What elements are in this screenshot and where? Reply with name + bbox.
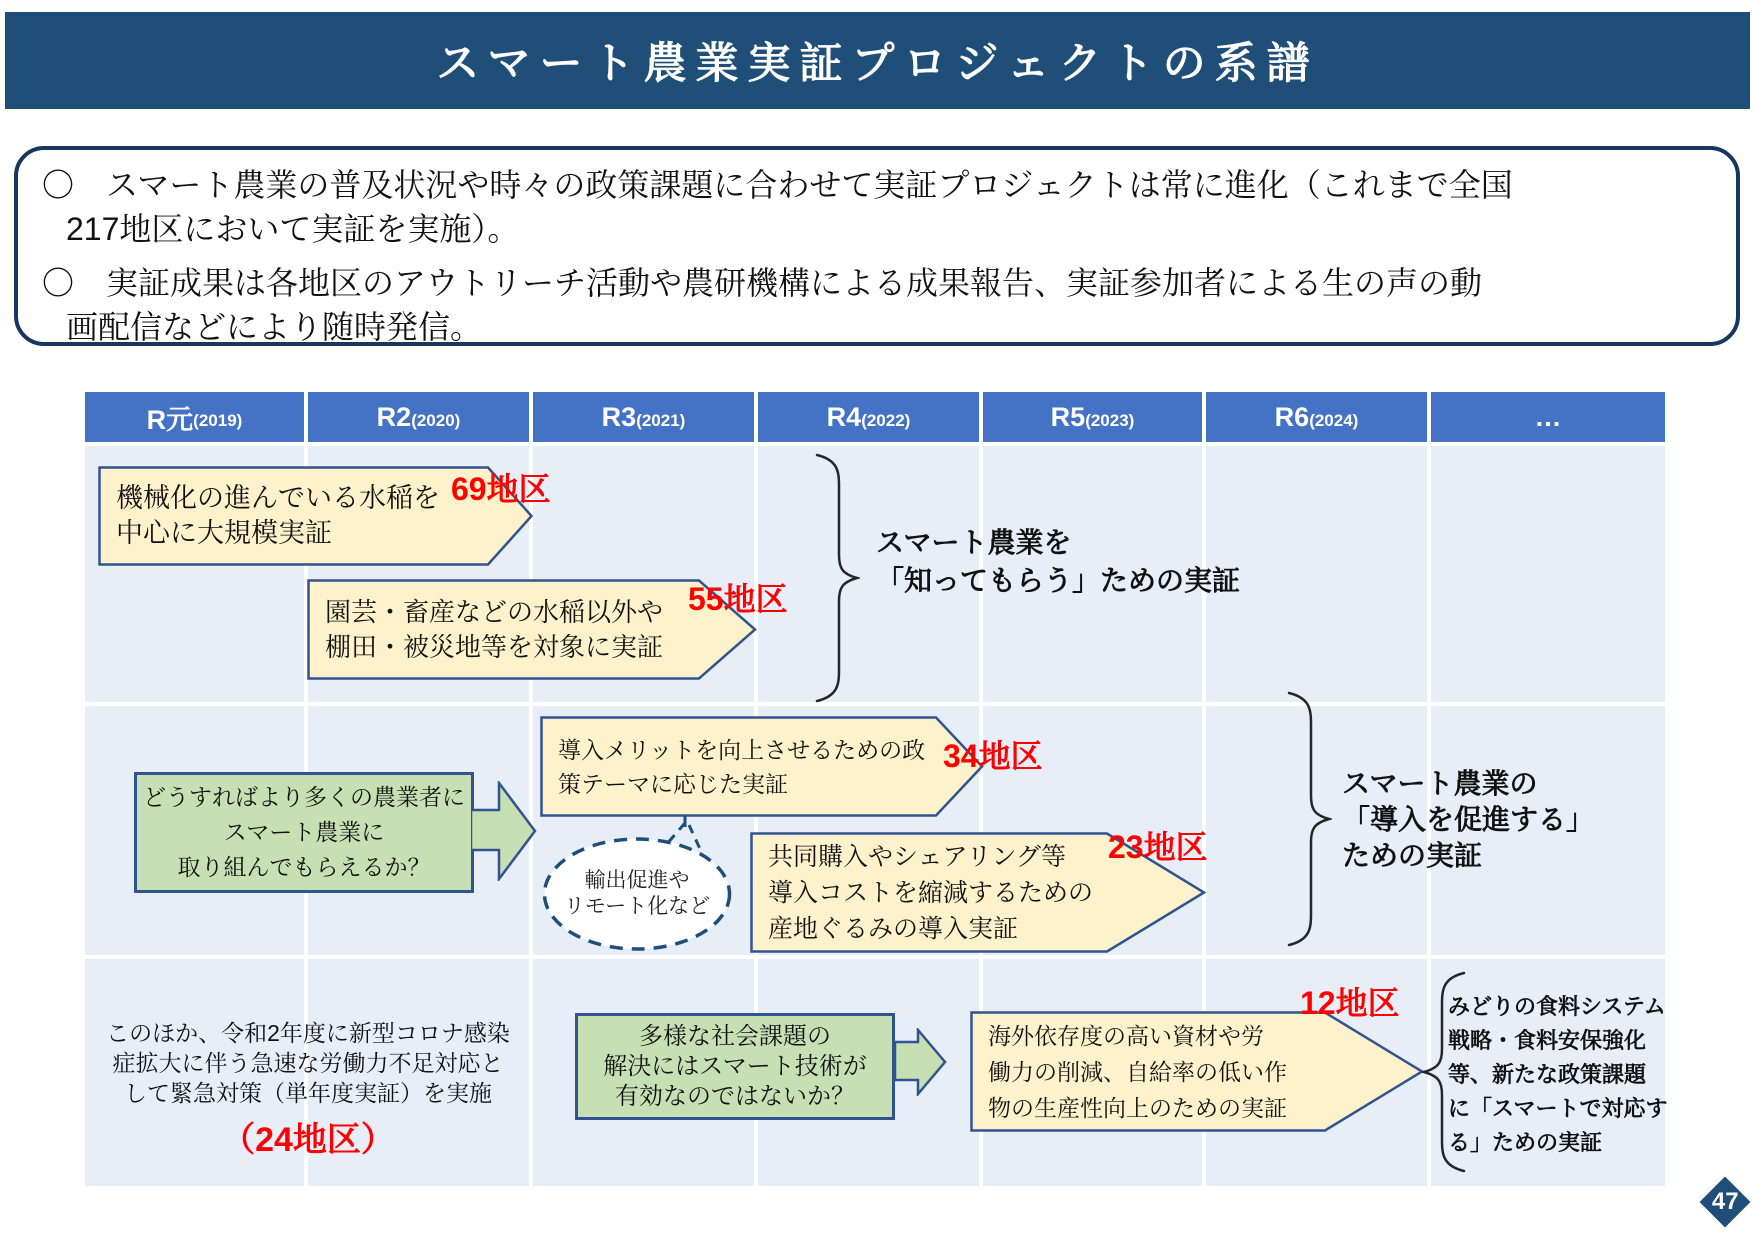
callout-text: 策テーマに応じた実証 [558, 770, 788, 797]
question-box-more-farmers: どうすればより多くの農業者に スマート農業に 取り組んでもらえるか？ [134, 772, 474, 893]
district-count-badge-12: 12地区 [1300, 985, 1400, 1021]
thought-bubble-export-remote: 輸出促進や リモート化など [541, 836, 733, 952]
summary-bullet-1-line-2: 217地区において実証を実施）。 [66, 211, 520, 247]
callout-text: 機械化の進んでいる水稲を [116, 483, 440, 513]
callout-text: 中心に大規模実証 [116, 518, 332, 548]
callout-text: 共同購入やシェアリング等 [768, 842, 1067, 871]
block-arrow-right [471, 781, 537, 886]
phase-label-know-about: スマート農業を 「知ってもらう」ための実証 [876, 527, 1241, 596]
summary-bullet-1-line-1: 〇 スマート農業の普及状況や時々の政策課題に合わせて実証プロジェクトは常に進化（これまで全国 [42, 167, 1513, 203]
callout-text: 導入メリットを向上させるための政 [558, 736, 926, 763]
district-count-badge-34: 34地区 [943, 738, 1043, 774]
callout-text: 産地ぐるみの導入実証 [768, 914, 1019, 943]
year-header-r1: R元 (2019) [85, 392, 304, 442]
callout-text: 働力の削減、自給率の低い作 [988, 1058, 1287, 1085]
note-covid-emergency: このほか、令和2年度に新型コロナ感染 症拡大に伴う急速な労働力不足対応と して緊急対策（単年度実証）を実施 [106, 1020, 510, 1106]
year-header-r5: R5 (2023) [983, 392, 1202, 442]
summary-bullet-2-line-1: 〇 実証成果は各地区のアウトリーチ活動や農研機構による成果報告、実証参加者による生の声の動 [42, 265, 1483, 301]
district-count-badge-24: （24地区） [221, 1121, 395, 1159]
district-count-badge-55: 55地区 [688, 581, 788, 617]
page-title: スマート農業実証プロジェクトの系譜 [436, 40, 1319, 88]
block-arrow-right [895, 1028, 947, 1101]
year-header-more: … [1431, 392, 1665, 442]
timeline-cell [1431, 446, 1665, 702]
year-header-r6: R6 (2024) [1206, 392, 1427, 442]
callout-text: 園芸・畜産などの水稲以外や [325, 596, 664, 627]
callout-text: 導入コストを縮減するための [768, 878, 1094, 907]
phase-label-smart-response: みどりの食料システム 戦略・食料安保強化 等、新たな政策課題 に「スマートで対応す る」ための実証 [1448, 994, 1668, 1155]
question-box-social-issues: 多様な社会課題の 解決にはスマート技術が 有効なのではないか？ [575, 1013, 895, 1120]
year-header-r4: R4 (2022) [758, 392, 979, 442]
page-number-diamond [1700, 1177, 1751, 1228]
callout-text: 棚田・被災地等を対象に実証 [325, 631, 664, 662]
callout-text: 物の生産性向上のための実証 [988, 1094, 1287, 1121]
year-header-r2: R2 (2020) [308, 392, 529, 442]
page-number: 47 [1711, 1187, 1739, 1215]
summary-box [14, 146, 1740, 346]
brace-know-about [814, 452, 860, 709]
district-count-badge-23: 23地区 [1108, 829, 1208, 865]
title-bar [5, 12, 1750, 109]
callout-overseas-dependence [970, 1011, 1424, 1132]
callout-text: 海外依存度の高い資材や労 [988, 1022, 1264, 1049]
callout-policy-theme [540, 716, 984, 817]
year-header-r3: R3 (2021) [533, 392, 754, 442]
brace-promote-adoption [1286, 690, 1332, 953]
summary-bullet-2-line-2: 画配信などにより随時発信。 [66, 309, 483, 345]
phase-label-promote-adoption: スマート農業の 「導入を促進する」 ための実証 [1342, 768, 1595, 871]
district-count-badge-69: 69地区 [451, 471, 551, 507]
